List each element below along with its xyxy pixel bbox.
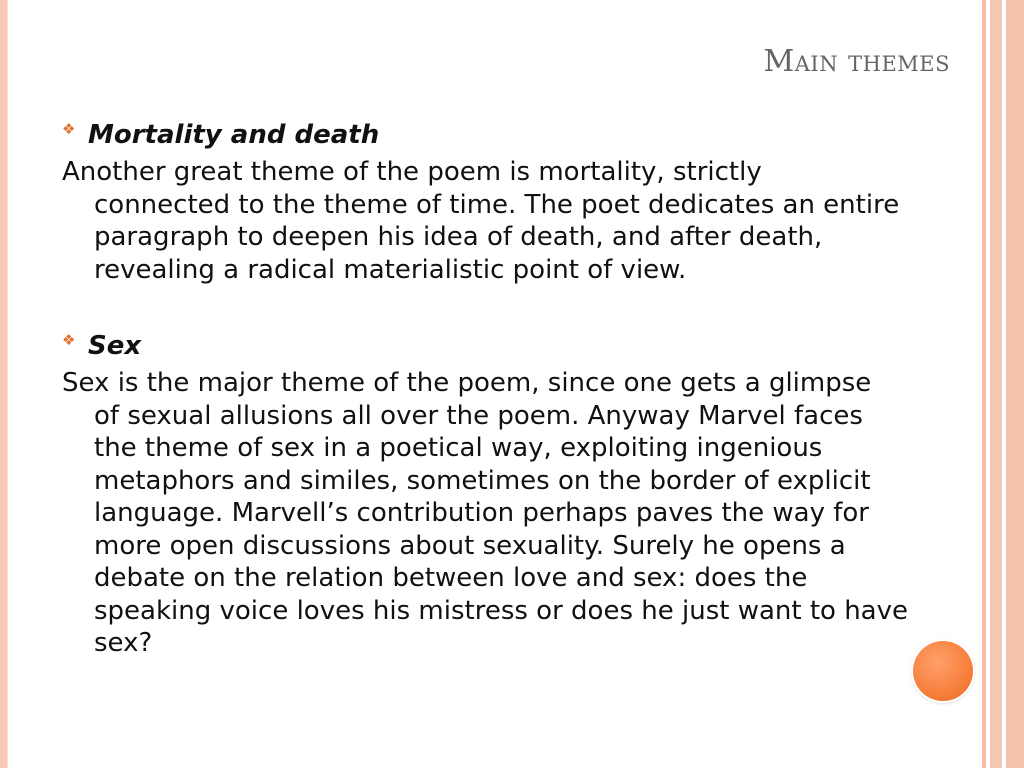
left-decorative-stripe bbox=[0, 0, 7, 768]
section-heading-sex bbox=[62, 327, 962, 365]
section-heading-text: Sex bbox=[88, 330, 142, 361]
section-heading-mortality bbox=[62, 116, 962, 154]
slide-content bbox=[62, 116, 962, 660]
slide-title: Main themes bbox=[763, 44, 950, 79]
section-spacer bbox=[62, 286, 962, 327]
section-body-mortality: Another great theme of the poem is mortality, strictly connected to the theme of time. The poet dedicates an entire paragraph to deepen his idea of death, and after death, revealing a radical materialistic point of view. bbox=[62, 157, 900, 285]
diamond-bullet-icon: ❖ bbox=[62, 119, 76, 138]
diamond-bullet-icon: ❖ bbox=[62, 330, 76, 349]
section-body-sex: Sex is the major theme of the poem, since one gets a glimpse of sexual allusions all over the poem. Anyway Marvel faces the theme of sex in a poetical way, exploiting ingenious metaphors and similes, sometimes on the border of explicit language. Marvell’s contribution perhaps paves the way for more open discussions about sexuality. Surely he opens a debate on the relation between love and sex: does the speaking voice loves his mistress or does he just want to have sex? bbox=[62, 368, 908, 658]
section-heading-text: Mortality and death bbox=[88, 119, 380, 150]
decorative-orange-circle bbox=[913, 641, 973, 701]
right-decorative-stripes bbox=[982, 0, 1024, 768]
